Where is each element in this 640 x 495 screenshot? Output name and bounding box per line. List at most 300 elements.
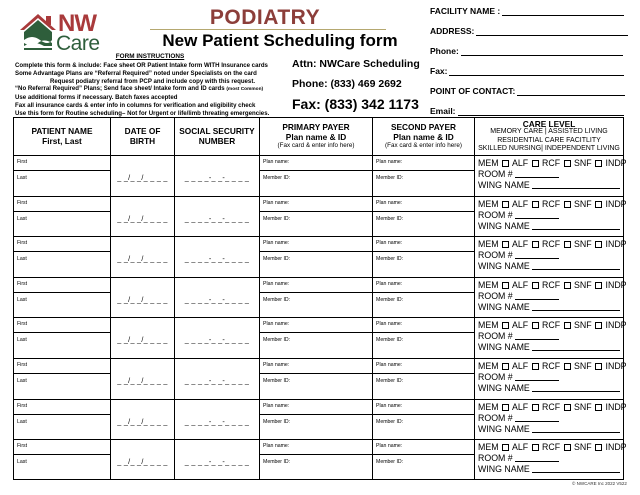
second-divider — [373, 414, 474, 415]
care-option-alf: ALF — [511, 320, 529, 331]
care-level-cell — [475, 237, 627, 277]
snf-checkbox[interactable] — [595, 282, 602, 289]
patient-name-cell[interactable] — [14, 400, 111, 440]
care-option-alf: ALF — [511, 279, 529, 290]
patient-name-cell[interactable] — [14, 318, 111, 358]
first-name-label: First — [17, 280, 28, 287]
page-title: New Patient Scheduling form — [162, 31, 398, 50]
rcf-checkbox[interactable] — [564, 363, 571, 370]
dob-placeholder: _ _/_ _/_ _ _ _ — [117, 376, 168, 385]
care-option-snf: SNF — [574, 442, 592, 453]
name-divider — [14, 332, 110, 333]
address-field[interactable] — [430, 26, 628, 36]
wing-input[interactable] — [532, 384, 620, 392]
ssn-placeholder: _ _ _ _-_ _-_ _ _ _ — [184, 213, 250, 223]
care-option-mem: MEM — [478, 158, 499, 168]
patient-name-cell[interactable] — [14, 197, 111, 237]
header-second-label: SECOND PAYER — [390, 122, 456, 132]
logo-nw-text: NW — [58, 10, 96, 37]
alf-checkbox[interactable] — [532, 404, 539, 411]
care-options — [478, 361, 627, 372]
ssn-placeholder: _ _ _ _-_ _-_ _ _ _ — [184, 335, 250, 345]
primary-payer-cell[interactable] — [260, 278, 373, 318]
room-input[interactable] — [515, 414, 559, 422]
second-plan-name-label: Plan name: — [376, 321, 403, 328]
patient-name-cell[interactable] — [14, 440, 111, 480]
nwcare-logo — [18, 10, 108, 55]
mem-checkbox[interactable] — [502, 282, 509, 289]
room-field[interactable] — [478, 413, 623, 424]
patient-name-cell[interactable] — [14, 278, 111, 318]
wing-input[interactable] — [532, 425, 620, 433]
rcf-checkbox[interactable] — [564, 160, 571, 167]
care-option-rcf: RCF — [542, 320, 561, 331]
primary-plan-name-label: Plan name: — [263, 240, 290, 247]
header-second-sub: (Fax card & enter info here) — [385, 142, 462, 149]
point-of-contact-field[interactable] — [430, 86, 625, 96]
alf-checkbox[interactable] — [532, 241, 539, 248]
second-divider — [373, 211, 474, 212]
header-care-level — [475, 118, 623, 155]
care-option-indp: INDP — [605, 279, 627, 290]
dob-placeholder: _ _/_ _/_ _ _ _ — [117, 294, 168, 304]
phone-field[interactable] — [430, 46, 623, 56]
dob-cell[interactable] — [111, 359, 175, 399]
room-input[interactable] — [515, 292, 559, 300]
dob-cell[interactable] — [111, 278, 175, 318]
primary-member-id-label: Member ID: — [263, 256, 291, 263]
snf-checkbox[interactable] — [595, 241, 602, 248]
instruction-line: Use this form for Routine scheduling– Not for Urgent or life/limb threating emergencies. — [15, 109, 270, 117]
header-care-line1: MEMORY CARE | ASSISTED LIVING — [490, 128, 608, 136]
patient-table — [13, 117, 627, 480]
facility-name-label: FACILITY NAME : — [430, 6, 501, 16]
rcf-checkbox[interactable] — [564, 241, 571, 248]
ssn-placeholder: _ _ _ _-_ _-_ _ _ _ — [184, 376, 250, 385]
dob-cell[interactable] — [111, 237, 175, 277]
primary-plan-name-label: Plan name: — [263, 443, 290, 450]
name-divider — [14, 373, 110, 374]
room-field[interactable] — [478, 250, 623, 261]
primary-payer-cell[interactable] — [260, 400, 373, 440]
wing-label: WING NAME — [478, 180, 530, 190]
header-primary-payer — [260, 118, 373, 155]
primary-plan-name-label: Plan name: — [263, 280, 290, 287]
room-label: ROOM # — [478, 412, 513, 423]
care-options — [478, 239, 627, 250]
care-option-alf: ALF — [511, 361, 529, 371]
dob-cell[interactable] — [111, 400, 175, 440]
room-label: ROOM # — [478, 169, 513, 179]
care-option-mem: MEM — [478, 401, 499, 412]
second-member-id-label: Member ID: — [376, 378, 404, 384]
instruction-line: Complete this form & include: Face sheet OR Patient Intake form WITH Insurance cards — [15, 62, 268, 69]
primary-member-id-label: Member ID: — [263, 296, 291, 303]
care-level-cell — [475, 359, 627, 399]
address-label: ADDRESS: — [430, 26, 475, 36]
ssn-cell[interactable] — [175, 197, 260, 237]
table-row — [14, 439, 627, 480]
room-field[interactable] — [478, 372, 623, 383]
table-row — [14, 155, 627, 196]
second-plan-name-label: Plan name: — [376, 159, 403, 165]
primary-payer-cell[interactable] — [260, 440, 373, 480]
care-option-snf: SNF — [574, 158, 592, 168]
table-row — [14, 358, 627, 399]
header-patient-name — [14, 118, 111, 155]
care-options — [478, 158, 627, 169]
wing-label: WING NAME — [478, 301, 530, 312]
second-member-id-label: Member ID: — [376, 296, 404, 303]
primary-payer-cell[interactable] — [260, 359, 373, 399]
care-option-indp: INDP — [605, 442, 627, 453]
care-option-snf: SNF — [574, 279, 592, 290]
second-payer-cell[interactable] — [373, 359, 475, 399]
second-payer-cell[interactable] — [373, 156, 475, 196]
second-member-id-label: Member ID: — [376, 175, 404, 181]
second-payer-cell[interactable] — [373, 237, 475, 277]
patient-name-cell[interactable] — [14, 359, 111, 399]
primary-payer-cell[interactable] — [260, 318, 373, 358]
first-name-label: First — [17, 362, 28, 368]
care-level-cell — [475, 197, 627, 237]
primary-member-id-label: Member ID: — [263, 378, 291, 384]
address-input[interactable] — [476, 27, 628, 36]
primary-plan-name-label: Plan name: — [263, 159, 290, 165]
wing-input[interactable] — [532, 343, 620, 351]
care-level-cell — [475, 278, 627, 318]
room-label: ROOM # — [478, 209, 513, 220]
primary-plan-name-label: Plan name: — [263, 362, 290, 368]
wing-field[interactable] — [478, 342, 623, 353]
header-second-label2: Plan name & ID — [393, 131, 454, 142]
ssn-cell[interactable] — [175, 400, 260, 440]
scheduling-phone: Phone: (833) 469 2692 — [292, 78, 402, 90]
primary-divider — [260, 454, 372, 455]
alf-checkbox[interactable] — [532, 363, 539, 370]
room-input[interactable] — [515, 211, 559, 219]
header-dob-label: DATE OF — [124, 126, 161, 136]
instructions-list — [15, 62, 290, 118]
table-row — [14, 236, 627, 277]
dob-placeholder: _ _/_ _/_ _ _ _ — [117, 213, 168, 223]
care-option-indp: INDP — [605, 361, 627, 371]
room-field[interactable] — [478, 169, 623, 180]
second-divider — [373, 251, 474, 252]
second-member-id-label: Member ID: — [376, 418, 404, 425]
ssn-placeholder: _ _ _ _-_ _-_ _ _ _ — [184, 173, 250, 182]
wing-input[interactable] — [532, 303, 620, 311]
room-input[interactable] — [515, 373, 559, 381]
primary-divider — [260, 292, 372, 293]
room-label: ROOM # — [478, 331, 513, 342]
point-of-contact-label: POINT OF CONTACT: — [430, 86, 516, 96]
care-options — [478, 279, 627, 291]
header-patient-name-sub: First, Last — [42, 135, 82, 146]
care-option-alf: ALF — [511, 239, 529, 250]
care-option-alf: ALF — [511, 401, 529, 412]
care-option-snf: SNF — [574, 198, 592, 209]
logo-care-text: Care — [56, 32, 100, 55]
second-payer-cell[interactable] — [373, 197, 475, 237]
second-divider — [373, 170, 474, 171]
primary-divider — [260, 414, 372, 415]
room-label: ROOM # — [478, 290, 513, 301]
last-name-label: Last — [17, 296, 27, 303]
primary-plan-name-label: Plan name: — [263, 402, 290, 409]
facility-name-input[interactable] — [502, 7, 624, 16]
point-of-contact-input[interactable] — [517, 87, 625, 96]
alf-checkbox[interactable] — [532, 201, 539, 208]
primary-member-id-label: Member ID: — [263, 337, 291, 344]
wing-input[interactable] — [532, 222, 620, 230]
dob-cell[interactable] — [111, 440, 175, 480]
care-option-mem: MEM — [478, 198, 499, 209]
patient-name-cell[interactable] — [14, 156, 111, 196]
primary-divider — [260, 251, 372, 252]
email-field[interactable] — [430, 106, 624, 116]
care-option-indp: INDP — [605, 158, 627, 168]
second-member-id-label: Member ID: — [376, 256, 404, 263]
primary-divider — [260, 170, 372, 171]
wing-input[interactable] — [532, 181, 620, 189]
ssn-cell[interactable] — [175, 237, 260, 277]
care-option-mem: MEM — [478, 320, 499, 331]
snf-checkbox[interactable] — [595, 363, 602, 370]
care-option-rcf: RCF — [542, 442, 561, 453]
phone-label: Phone: — [430, 46, 459, 56]
patient-name-cell[interactable] — [14, 237, 111, 277]
primary-plan-name-label: Plan name: — [263, 199, 290, 206]
name-divider — [14, 211, 110, 212]
wing-field[interactable] — [478, 424, 623, 435]
instruction-line: “No Referral Required” Plans; Send face sheet/ Intake form and ID cards — [15, 85, 225, 93]
phone-input[interactable] — [461, 47, 623, 56]
care-option-rcf: RCF — [542, 198, 561, 209]
room-label: ROOM # — [478, 250, 513, 261]
first-name-label: First — [17, 321, 28, 328]
mem-checkbox[interactable] — [502, 363, 509, 370]
header-ssn-label2: NUMBER — [198, 135, 236, 146]
rcf-checkbox[interactable] — [564, 444, 571, 451]
second-divider — [373, 454, 474, 455]
dob-cell[interactable] — [111, 197, 175, 237]
rcf-checkbox[interactable] — [564, 201, 571, 208]
wing-field[interactable] — [478, 302, 623, 313]
care-option-snf: SNF — [574, 401, 592, 412]
mem-checkbox[interactable] — [502, 322, 509, 329]
ssn-cell[interactable] — [175, 156, 260, 196]
care-level-cell — [475, 400, 627, 440]
ssn-cell[interactable] — [175, 318, 260, 358]
instruction-line: Fax all insurance cards & enter info in columns for verification and eligibility check — [15, 101, 256, 109]
scheduling-fax: Fax: (833) 342 1173 — [292, 96, 419, 112]
primary-divider — [260, 373, 372, 374]
snf-checkbox[interactable] — [595, 322, 602, 329]
dob-placeholder: _ _/_ _/_ _ _ _ — [117, 173, 168, 182]
ssn-placeholder: _ _ _ _-_ _-_ _ _ _ — [184, 294, 250, 304]
wing-field[interactable] — [478, 221, 623, 232]
second-plan-name-label: Plan name: — [376, 240, 403, 247]
most-common-note: (most Common) — [226, 87, 264, 93]
wing-input[interactable] — [532, 262, 620, 270]
second-plan-name-label: Plan name: — [376, 362, 403, 368]
first-name-label: First — [17, 240, 28, 247]
last-name-label: Last — [17, 378, 27, 384]
wing-field[interactable] — [478, 464, 623, 475]
fax-input[interactable] — [449, 67, 624, 76]
alf-checkbox[interactable] — [532, 282, 539, 289]
second-divider — [373, 292, 474, 293]
ssn-placeholder: _ _ _ _-_ _-_ _ _ _ — [184, 416, 250, 426]
primary-plan-name-label: Plan name: — [263, 321, 290, 328]
mem-checkbox[interactable] — [502, 404, 509, 411]
instruction-line-wrapper — [15, 85, 290, 94]
second-plan-name-label: Plan name: — [376, 443, 403, 450]
instruction-line: Request podiatry referral from PCP and include copy with this request. — [49, 77, 256, 85]
dob-cell[interactable] — [111, 318, 175, 358]
care-level-cell — [475, 440, 627, 480]
table-row — [14, 277, 627, 318]
second-divider — [373, 332, 474, 333]
room-input[interactable] — [515, 332, 559, 340]
care-option-indp: INDP — [605, 198, 627, 209]
email-input[interactable] — [458, 107, 624, 116]
rcf-checkbox[interactable] — [564, 404, 571, 411]
care-option-rcf: RCF — [542, 361, 561, 371]
footer-copyright: © NWCARE Inc 2022 V522 — [572, 481, 627, 486]
fax-label: Fax: — [430, 66, 448, 76]
primary-payer-cell[interactable] — [260, 237, 373, 277]
snf-checkbox[interactable] — [595, 160, 602, 167]
wing-field[interactable] — [478, 383, 623, 394]
care-option-rcf: RCF — [542, 158, 561, 168]
second-member-id-label: Member ID: — [376, 459, 404, 466]
name-divider — [14, 414, 110, 415]
care-option-snf: SNF — [574, 320, 592, 331]
care-level-cell — [475, 318, 627, 358]
instruction-line: Some Advantage Plans are “Referral Required” noted under Specialists on the card — [15, 69, 257, 77]
wing-label: WING NAME — [478, 464, 530, 475]
mem-checkbox[interactable] — [502, 241, 509, 248]
primary-member-id-label: Member ID: — [263, 418, 291, 425]
room-field[interactable] — [478, 331, 623, 342]
primary-divider — [260, 211, 372, 212]
header-patient-name-label: PATIENT NAME — [31, 126, 93, 136]
fax-field[interactable] — [430, 66, 624, 76]
second-payer-cell[interactable] — [373, 400, 475, 440]
room-input[interactable] — [515, 251, 559, 259]
snf-checkbox[interactable] — [595, 201, 602, 208]
wing-label: WING NAME — [478, 261, 530, 272]
name-divider — [14, 251, 110, 252]
care-option-mem: MEM — [478, 279, 499, 290]
care-option-rcf: RCF — [542, 401, 561, 412]
room-label: ROOM # — [478, 453, 513, 464]
alf-checkbox[interactable] — [532, 322, 539, 329]
instructions-heading: FORM INSTRUCTIONS — [115, 53, 185, 60]
alf-checkbox[interactable] — [532, 160, 539, 167]
care-option-indp: INDP — [605, 401, 627, 412]
mem-checkbox[interactable] — [502, 201, 509, 208]
house-logo-icon — [18, 10, 58, 52]
wing-label: WING NAME — [478, 383, 530, 393]
dob-placeholder: _ _/_ _/_ _ _ _ — [117, 254, 168, 264]
care-option-mem: MEM — [478, 361, 499, 371]
second-payer-cell[interactable] — [373, 440, 475, 480]
brand-title: PODIATRY — [209, 6, 321, 29]
room-input[interactable] — [515, 170, 559, 178]
first-name-label: First — [17, 159, 28, 165]
rcf-checkbox[interactable] — [564, 322, 571, 329]
snf-checkbox[interactable] — [595, 404, 602, 411]
room-input[interactable] — [515, 454, 559, 462]
ssn-cell[interactable] — [175, 278, 260, 318]
care-option-mem: MEM — [478, 442, 499, 453]
last-name-label: Last — [17, 418, 27, 425]
care-options — [478, 401, 627, 413]
care-option-indp: INDP — [605, 239, 627, 250]
last-name-label: Last — [17, 215, 27, 222]
alf-checkbox[interactable] — [532, 444, 539, 451]
care-option-alf: ALF — [511, 442, 529, 453]
second-payer-cell[interactable] — [373, 278, 475, 318]
facility-name-field[interactable] — [430, 6, 624, 16]
dob-placeholder: _ _/_ _/_ _ _ _ — [117, 335, 168, 345]
room-field[interactable] — [478, 453, 623, 464]
wing-input[interactable] — [532, 465, 620, 473]
care-option-alf: ALF — [511, 158, 529, 168]
second-plan-name-label: Plan name: — [376, 199, 403, 206]
rcf-checkbox[interactable] — [564, 282, 571, 289]
primary-payer-cell[interactable] — [260, 156, 373, 196]
name-divider — [14, 454, 110, 455]
name-divider — [14, 170, 110, 171]
care-option-mem: MEM — [478, 239, 499, 250]
header-primary-label2: Plan name & ID — [285, 131, 347, 142]
first-name-label: First — [17, 199, 28, 206]
care-option-alf: ALF — [511, 198, 529, 209]
dob-cell[interactable] — [111, 156, 175, 196]
ssn-cell[interactable] — [175, 359, 260, 399]
mem-checkbox[interactable] — [502, 160, 509, 167]
second-plan-name-label: Plan name: — [376, 402, 403, 409]
primary-member-id-label: Member ID: — [263, 459, 291, 466]
snf-checkbox[interactable] — [595, 444, 602, 451]
header-second-payer — [373, 118, 475, 155]
dob-placeholder: _ _/_ _/_ _ _ _ — [117, 416, 168, 426]
primary-payer-cell[interactable] — [260, 197, 373, 237]
first-name-label: First — [17, 443, 28, 450]
last-name-label: Last — [17, 175, 27, 181]
ssn-placeholder: _ _ _ _-_ _-_ _ _ _ — [184, 254, 250, 264]
room-field[interactable] — [478, 291, 623, 302]
header-primary-label: PRIMARY PAYER — [282, 122, 350, 132]
header-primary-sub: (Fax card & enter info here) — [277, 142, 355, 149]
header-care-line3: SKILLED NURSING| INDEPENDENT LIVING — [478, 144, 620, 152]
wing-field[interactable] — [478, 261, 623, 272]
table-row — [14, 399, 627, 440]
ssn-cell[interactable] — [175, 440, 260, 480]
mem-checkbox[interactable] — [502, 444, 509, 451]
wing-field[interactable] — [478, 180, 623, 191]
second-payer-cell[interactable] — [373, 318, 475, 358]
second-divider — [373, 373, 474, 374]
second-member-id-label: Member ID: — [376, 337, 404, 344]
care-option-snf: SNF — [574, 361, 592, 371]
room-field[interactable] — [478, 210, 623, 221]
primary-divider — [260, 332, 372, 333]
